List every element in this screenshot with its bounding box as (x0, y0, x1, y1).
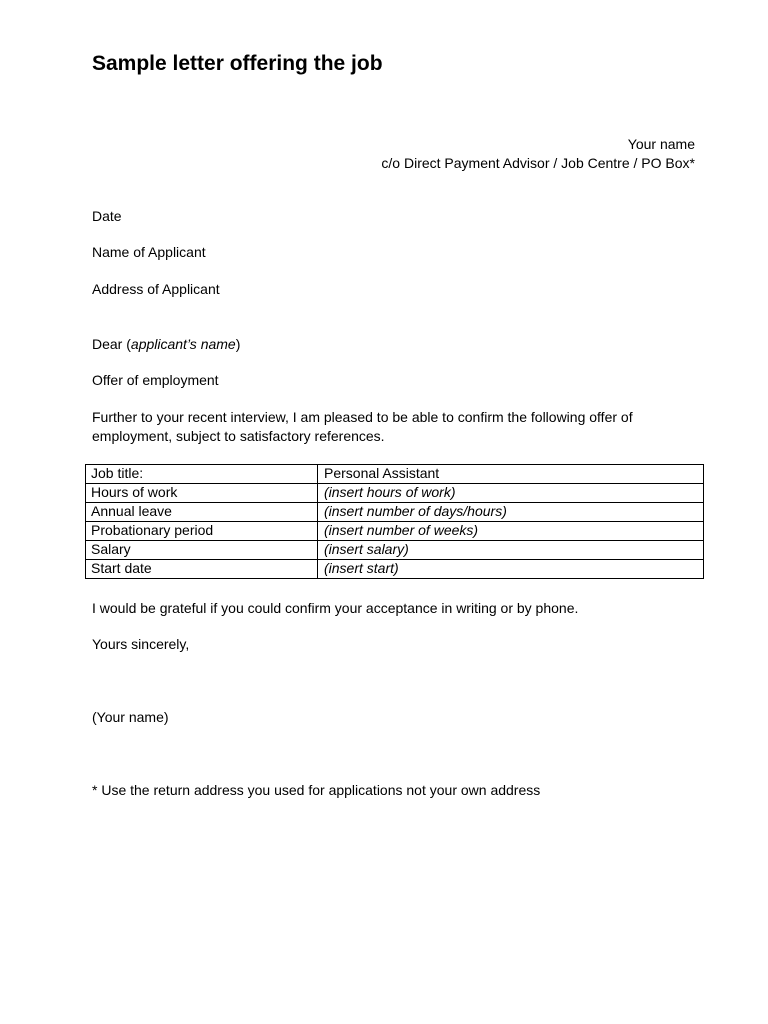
offer-value: Personal Assistant (318, 465, 704, 484)
date-line: Date (92, 208, 122, 224)
applicant-name-line: Name of Applicant (92, 244, 206, 260)
salutation-placeholder: applicant’s name (130, 336, 236, 352)
offer-value: (insert start) (318, 560, 704, 579)
signature-placeholder: (Your name) (92, 709, 169, 725)
letter-title: Sample letter offering the job (92, 52, 383, 75)
offer-label: Annual leave (86, 503, 318, 522)
table-row (86, 522, 704, 541)
subject-line: Offer of employment (92, 372, 219, 388)
table-row (86, 465, 704, 484)
table-row (86, 560, 704, 579)
salutation (92, 335, 240, 354)
salutation-prefix: Dear ( (92, 336, 131, 352)
table-row (86, 541, 704, 560)
offer-label: Job title: (86, 465, 318, 484)
offer-value: (insert number of weeks) (318, 522, 704, 541)
offer-table (85, 464, 704, 579)
sender-block (381, 135, 695, 173)
table-row (86, 503, 704, 522)
salutation-suffix: ) (235, 336, 241, 352)
closing-request: I would be grateful if you could confirm your acceptance in writing or by phone. (92, 600, 579, 616)
offer-label: Salary (86, 541, 318, 560)
offer-value: (insert number of days/hours) (318, 503, 704, 522)
sender-name: Your name (627, 136, 695, 152)
offer-label: Start date (86, 560, 318, 579)
offer-value: (insert salary) (318, 541, 704, 560)
sign-off: Yours sincerely, (92, 636, 190, 652)
offer-label: Hours of work (86, 484, 318, 503)
applicant-address-line: Address of Applicant (92, 281, 220, 297)
sender-address: c/o Direct Payment Advisor / Job Centre / PO Box* (381, 155, 695, 171)
intro-paragraph: Further to your recent interview, I am pleased to be able to confirm the following offer of employment, subject to satisfactory references. (92, 409, 633, 444)
offer-label: Probationary period (86, 522, 318, 541)
table-row (86, 484, 704, 503)
offer-value: (insert hours of work) (318, 484, 704, 503)
footnote: * Use the return address you used for applications not your own address (92, 782, 541, 798)
